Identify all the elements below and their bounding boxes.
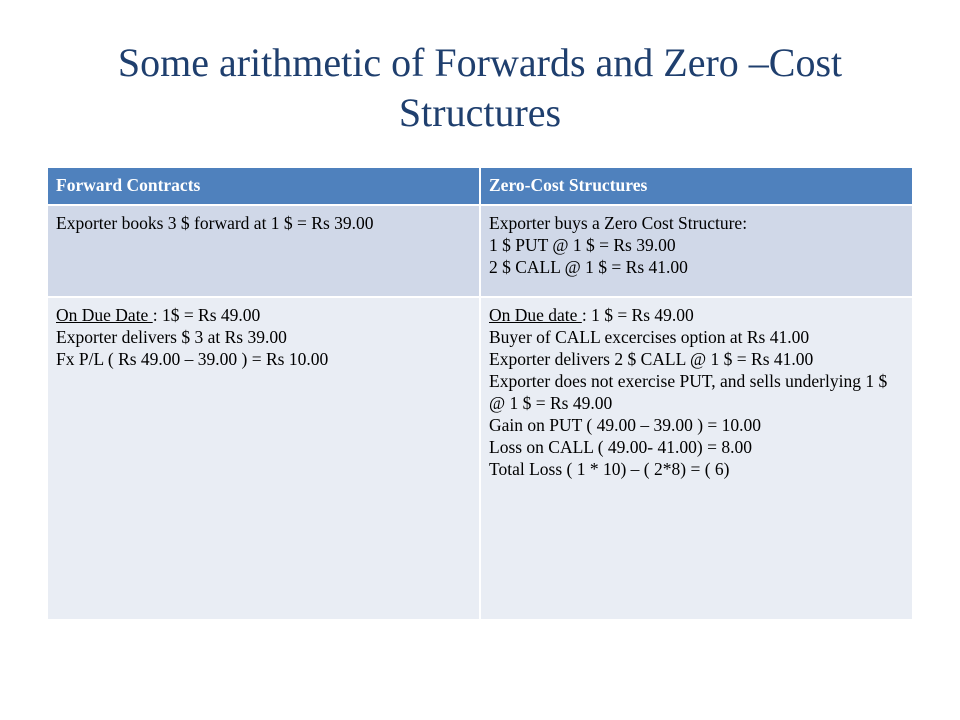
zero-cost-call-line: 2 $ CALL @ 1 $ = Rs 41.00 xyxy=(489,257,688,277)
cell-forward-booking xyxy=(48,205,480,297)
header-forward-contracts: Forward Contracts xyxy=(48,168,480,205)
put-gain-line: Gain on PUT ( 49.00 – 39.00 ) = 10.00 xyxy=(489,415,762,435)
zero-cost-due-date-label: On Due date xyxy=(489,305,582,325)
zero-cost-booking-line: Exporter buys a Zero Cost Structure: xyxy=(489,213,748,233)
total-loss-line: Total Loss ( 1 * 10) – ( 2*8) = ( 6) xyxy=(489,459,730,479)
forward-due-date-value: : 1$ = Rs 49.00 xyxy=(152,305,261,325)
zero-cost-due-date-line xyxy=(489,304,904,326)
forward-pl-line: Fx P/L ( Rs 49.00 – 39.00 ) = Rs 10.00 xyxy=(56,349,329,369)
forward-delivery-line: Exporter delivers $ 3 at Rs 39.00 xyxy=(56,327,287,347)
cell-zero-cost-due-date xyxy=(480,297,912,620)
call-loss-line: Loss on CALL ( 49.00- 41.00) = 8.00 xyxy=(489,437,752,457)
forward-due-date-line xyxy=(56,304,471,326)
table-row xyxy=(48,297,912,620)
header-zero-cost-structures: Zero-Cost Structures xyxy=(480,168,912,205)
slide-title-line-2: Structures xyxy=(398,90,562,135)
slide-title xyxy=(40,38,920,138)
table-row xyxy=(48,205,912,297)
cell-forward-due-date xyxy=(48,297,480,620)
slide-title-line-1: Some arithmetic of Forwards and Zero –Cost xyxy=(117,40,843,85)
comparison-table xyxy=(48,168,912,621)
cell-zero-cost-booking xyxy=(480,205,912,297)
call-exercise-line: Buyer of CALL excercises option at Rs 41.00 xyxy=(489,327,810,347)
call-delivery-line: Exporter delivers 2 $ CALL @ 1 $ = Rs 41.00 xyxy=(489,349,814,369)
zero-cost-put-line: 1 $ PUT @ 1 $ = Rs 39.00 xyxy=(489,235,676,255)
forward-booking-text: Exporter books 3 $ forward at 1 $ = Rs 39.00 xyxy=(56,213,374,233)
zero-cost-due-date-value: : 1 $ = Rs 49.00 xyxy=(581,305,694,325)
put-not-exercised-line: Exporter does not exercise PUT, and sells underlying 1 $ @ 1 $ = Rs 49.00 xyxy=(489,371,888,413)
forward-due-date-label: On Due Date xyxy=(56,305,153,325)
table-header-row xyxy=(48,168,912,205)
